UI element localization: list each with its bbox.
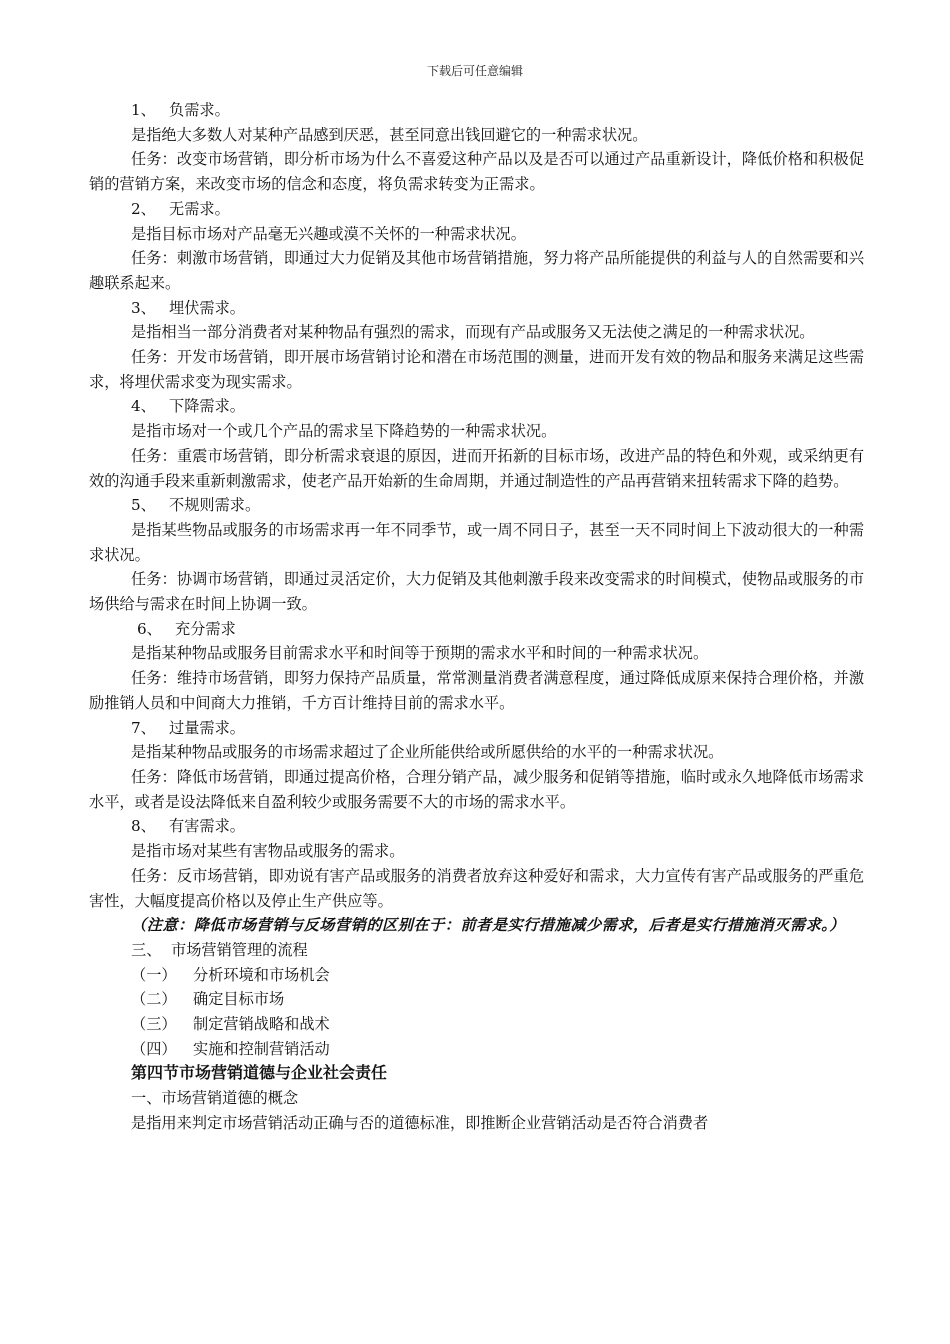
page-header: 下载后可任意编辑 xyxy=(426,64,523,78)
item-title: 4、 下降需求。 xyxy=(131,397,245,416)
item-task: 任务：反市场营销，即劝说有害产品或服务的消费者放弃这种爱好和需求，大力宣传有害产品或服务的严重危害性，大幅度提高价格以及停止生产供应等。 xyxy=(89,866,864,910)
chapter-subheading: 一、市场营销道德的概念 xyxy=(131,1089,299,1108)
item-title: 6、 充分需求 xyxy=(137,619,236,638)
section-title: 三、 市场营销管理的流程 xyxy=(131,940,308,959)
item-task: 任务：刺激市场营销，即通过大力促销及其他市场营销措施，努力将产品所能提供的利益与人的自然需要和兴趣联系起来。 xyxy=(89,249,864,292)
item-title: 8、 有害需求。 xyxy=(131,817,245,836)
item-title: 7、 过量需求。 xyxy=(131,718,245,737)
item-definition: 是指市场对某些有害物品或服务的需求。 xyxy=(131,842,405,861)
process-step: （三） 制定营销战略和战术 xyxy=(131,1015,330,1034)
item-definition: 是指绝大多数人对某种产品感到厌恶，甚至同意出钱回避它的一种需求状况。 xyxy=(131,125,648,144)
process-step: （二） 确定目标市场 xyxy=(131,990,285,1009)
item-task: 任务：降低市场营销，即通过提高价格，合理分销产品，减少服务和促销等措施，临时或永久地降低市场需求水平，或者是设法降低来自盈利较少或服务需要不大的市场的需求水平。 xyxy=(89,767,864,811)
item-task: 任务：改变市场营销，即分析市场为什么不喜爱这种产品以及是否可以通过产品重新设计，降低价格和积极促销的营销方案，来改变市场的信念和态度，将负需求转变为正需求。 xyxy=(89,150,864,194)
item-definition: 是指某种物品或服务的市场需求超过了企业所能供给或所愿供给的水平的一种需求状况。 xyxy=(131,743,724,762)
item-task: 任务：开发市场营销，即开展市场营销讨论和潜在市场范围的测量，进而开发有效的物品和服务来满足这些需求，将埋伏需求变为现实需求。 xyxy=(89,348,864,391)
document-body xyxy=(89,98,864,1136)
item-definition: 是指某种物品或服务目前需求水平和时间等于预期的需求水平和时间的一种需求状况。 xyxy=(131,644,709,663)
item-definition: 是指市场对一个或几个产品的需求呈下降趋势的一种需求状况。 xyxy=(131,422,557,441)
item-definition: 是指相当一部分消费者对某种物品有强烈的需求，而现有产品或服务又无法使之满足的一种需求状况。 xyxy=(131,323,815,342)
item-title: 3、 埋伏需求。 xyxy=(131,298,245,317)
item-title: 1、 负需求。 xyxy=(131,101,230,119)
item-title: 5、 不规则需求。 xyxy=(131,496,261,515)
item-task: 任务：重震市场营销，即分析需求衰退的原因，进而开拓新的目标市场，改进产品的特色和外观，或采纳更有效的沟通手段来重新刺激需求，使老产品开始新的生命周期，并通过制造性的产品再营销来扭转需求下降的趋势。 xyxy=(89,446,864,490)
item-task: 任务：协调市场营销，即通过灵活定价，大力促销及其他刺激手段来改变需求的时间模式，使物品或服务的市场供给与需求在时间上协调一致。 xyxy=(89,570,864,614)
item-definition: 是指某些物品或服务的市场需求再一年不同季节，或一周不同日子，甚至一天不同时间上下波动很大的一种需求状况。 xyxy=(89,520,864,564)
process-step: （一） 分析环境和市场机会 xyxy=(131,965,330,984)
process-step: （四） 实施和控制营销活动 xyxy=(131,1039,330,1058)
chapter-paragraph: 是指用来判定市场营销活动正确与否的道德标准，即推断企业营销活动是否符合消费者 xyxy=(131,1113,709,1132)
item-title: 2、 无需求。 xyxy=(131,199,230,218)
note-paragraph: （注意：降低市场营销与反场营销的区别在于：前者是实行措施减少需求，后者是实行措施消灭需求。） xyxy=(131,916,846,935)
item-task: 任务：维持市场营销，即努力保持产品质量，常常测量消费者满意程度，通过降低成原来保持合理价格，并激励推销人员和中间商大力推销，千方百计维持目前的需求水平。 xyxy=(89,669,864,712)
chapter-heading: 第四节市场营销道德与企业社会责任 xyxy=(131,1063,388,1083)
item-definition: 是指目标市场对产品毫无兴趣或漠不关怀的一种需求状况。 xyxy=(131,224,526,243)
